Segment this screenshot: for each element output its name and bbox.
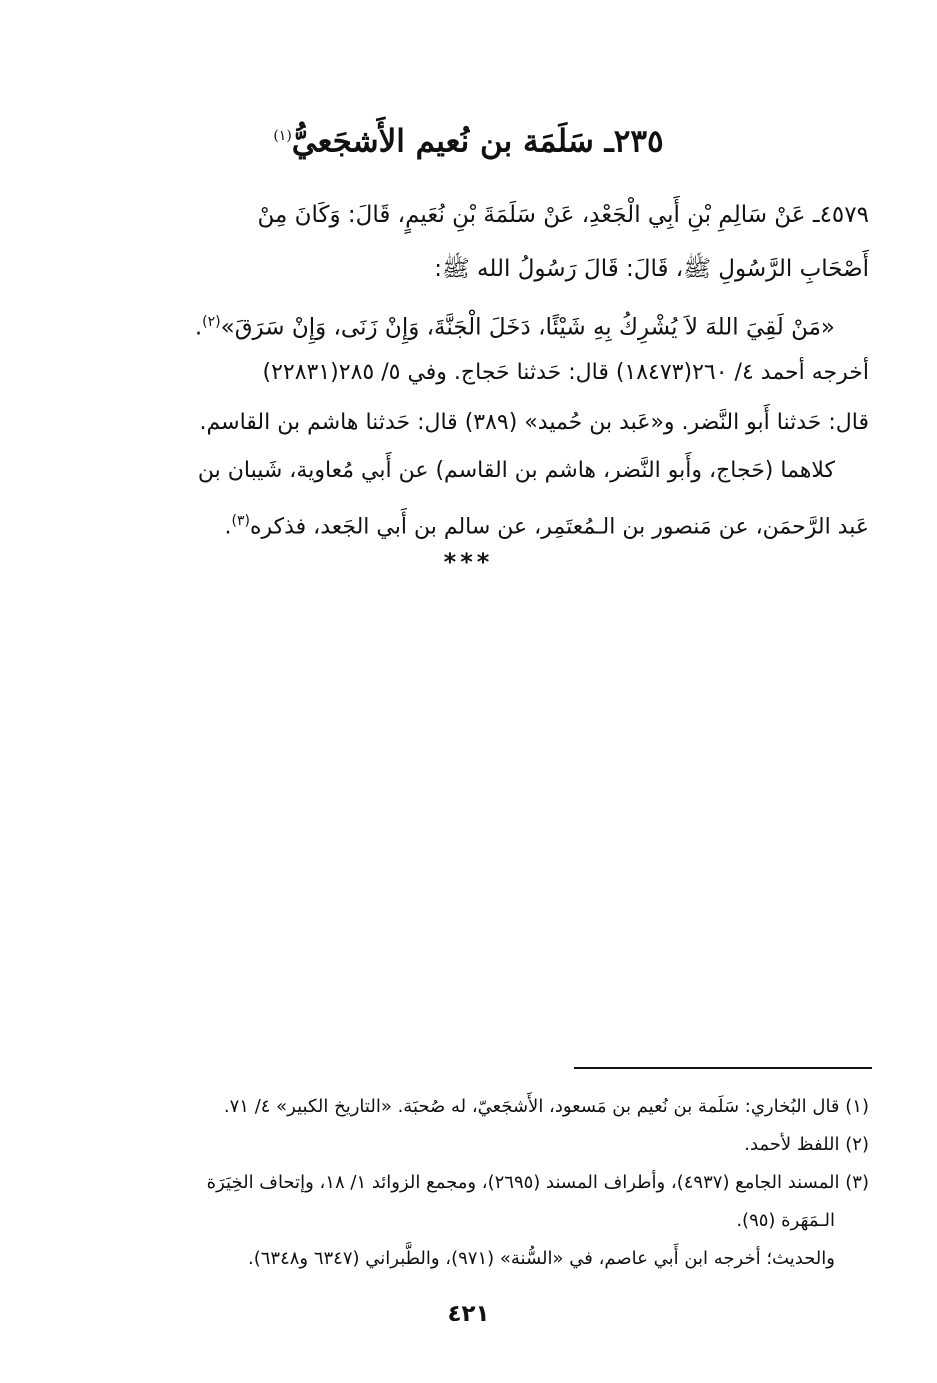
entry-title xyxy=(0,112,937,165)
chain-footnote-ref: (٣) xyxy=(231,513,250,529)
takhrij-line-1: أخرجه أحمد ٤/ ٢٦٠(١٨٤٧٣) قال: حَدثنا حَجاج. وفي ٥/ ٢٨٥(٢٢٨٣١) xyxy=(262,360,869,385)
chain-line-1: كلاهما (حَجاج، وأَبو النَّضر، هاشم بن القاسم) عن أَبي مُعاوية، شَيبان بن xyxy=(197,458,835,483)
section-separator: *** xyxy=(443,548,494,576)
hadith-text xyxy=(128,188,869,296)
takhrij-line-2: قال: حَدثنا أَبو النَّضر. و«عَبد بن حُميد» (٣٨٩) قال: حَدثنا هاشم بن القاسم. xyxy=(199,410,869,435)
hadith-matn xyxy=(128,296,869,348)
title-footnote-ref: (١) xyxy=(273,128,292,144)
hadith-line-2: أَصْحَابِ الرَّسُولِ ﷺ، قَالَ: قَالَ رَسُولُ الله ﷺ: xyxy=(434,256,869,282)
hadith-line-1: ٤٥٧٩ـ عَنْ سَالِمِ بْنِ أَبِي الْجَعْدِ، عَنْ سَلَمَةَ بْنِ نُعَيمٍ، قَالَ: وَكَانَ مِنْ xyxy=(257,202,869,228)
footnote-3: (٣) المسند الجامع (٤٩٣٧)، وأطراف المسند (٢٦٩٥)، ومجمع الزوائد ١/ ١٨، وإتحاف الخِيَرَة xyxy=(206,1172,869,1193)
chain-paragraph xyxy=(128,446,869,546)
footnote-2: (٢) اللفظ لأحمد. xyxy=(744,1134,869,1155)
footnote-1: (١) قال البُخاري: سَلَمة بن نُعيم بن مَسعود، الأَشجَعيّ، له صُحبَة. «التاريخ الكبير» ٤/ ٧١. xyxy=(223,1096,869,1117)
matn-text: «مَنْ لَقِيَ اللهَ لاَ يُشْرِكُ بِهِ شَيْئًا، دَخَلَ الْجَنَّةَ، وَإِنْ زَنَى، وَإِنْ سَرَقَ» xyxy=(220,314,835,341)
chain-line-2: عَبد الرَّحمَن، عن مَنصور بن الـمُعتَمِر، عن سالم بن أَبي الجَعد، فذكره$^{(٣)}$. xyxy=(224,513,869,540)
matn-footnote-ref: (٢) xyxy=(202,314,221,330)
footnote-divider xyxy=(574,1067,872,1069)
footnote-3-extra: والحديث؛ أخرجه ابن أَبي عاصم، في «السُّنة» (٩٧١)، والطَّبراني (٦٣٤٧ و٦٣٤٨). xyxy=(247,1248,835,1269)
entry-title-text: ٢٣٥ـ سَلَمَة بن نُعيم الأَشجَعيُّ xyxy=(291,123,664,160)
footnote-3-continuation: الـمَهَرة (٩٥). xyxy=(736,1210,835,1231)
takhrij-paragraph xyxy=(128,348,869,448)
matn-line: «مَنْ لَقِيَ اللهَ لاَ يُشْرِكُ بِهِ شَيْئًا، دَخَلَ الْجَنَّةَ، وَإِنْ زَنَى، وَإِنْ سَرَقَ»$^{(٢)}$. xyxy=(194,314,835,341)
chain-line-2-text: عَبد الرَّحمَن، عن مَنصور بن الـمُعتَمِر، عن سالم بن أَبي الجَعد، فذكره xyxy=(249,514,869,540)
page-number: ٤٢١ xyxy=(447,1301,490,1327)
footnotes xyxy=(130,1088,869,1278)
